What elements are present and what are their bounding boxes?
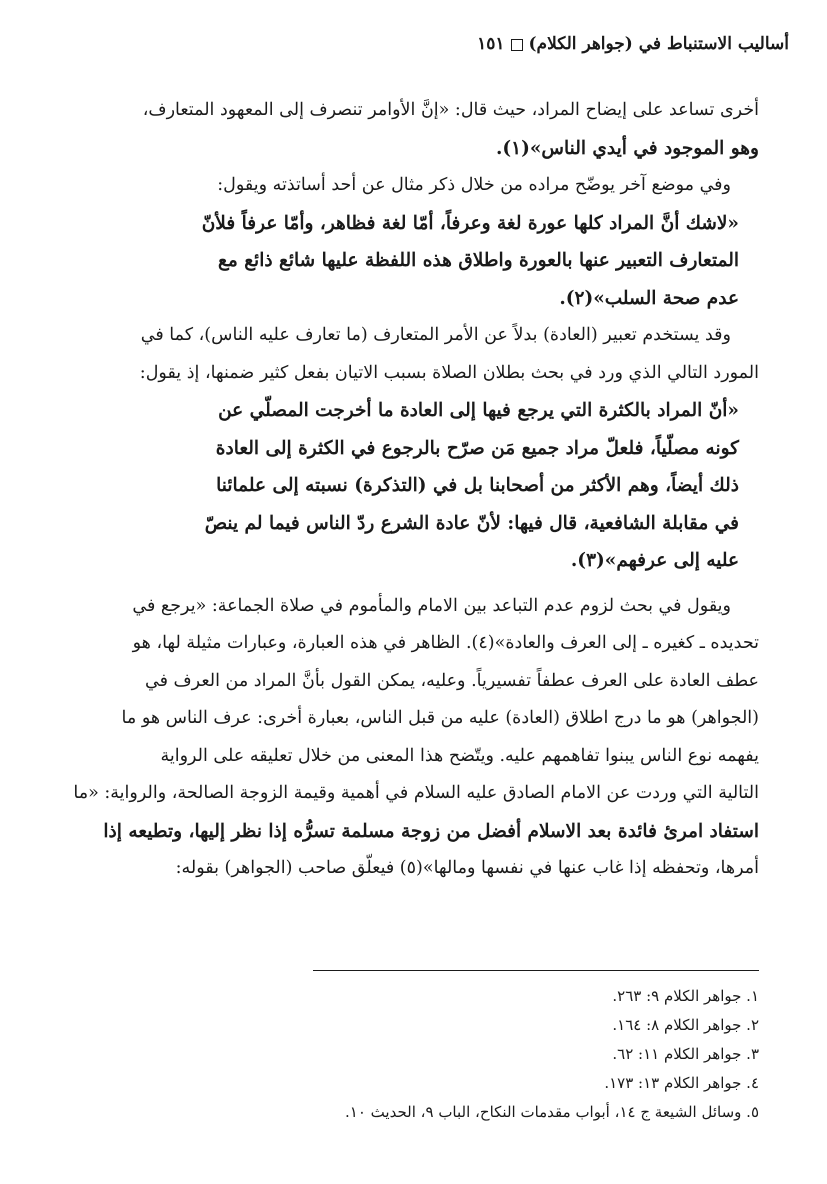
footnotes (345, 982, 759, 1127)
header-title: أساليب الاستنباط في (جواهر الكلام) (528, 34, 789, 54)
text-line: في مقابلة الشافعية، قال فيها: لأنّ عادة الشرع ردّ الناس فيما لم ينصّ (204, 512, 739, 534)
footnote: ٤. جواهر الكلام ١٣: ١٧٣. (604, 1074, 759, 1092)
footnote: ١. جواهر الكلام ٩: ٢٦٣. (612, 987, 759, 1005)
footnote: ٢. جواهر الكلام ٨: ١٦٤. (612, 1016, 759, 1034)
paragraph-gap (69, 580, 759, 588)
text-line: يفهمه نوع الناس يبنوا تفاهمهم عليه. ويتّضح هذا المعنى من خلال تعليقه على الرواية (160, 745, 759, 766)
footnote-rule (313, 970, 759, 971)
text-line: أمرها، وتحفظه إذا غاب عنها في نفسها ومالها»(٥) فيعلّق صاحب (الجواهر) بقوله: (175, 858, 759, 878)
text-line: تحديده ـ كغيره ـ إلى العرف والعادة»(٤). الظاهر في هذه العبارة، وعبارات مثيلة لها، هو (132, 633, 759, 653)
text-line: استفاد امرئ فائدة بعد الاسلام أفضل من زوجة مسلمة تسرُّه إذا نظر إليها، وتطيعه إذا (103, 820, 759, 842)
body-text (69, 92, 759, 888)
text-line: (الجواهر) هو ما درج اطلاق (العادة) عليه من قبل الناس، بعبارة أخرى: عرف الناس هو ما (121, 708, 759, 728)
text-line: كونه مصلّياً، فلعلّ مراد جميع مَن صرّح بالرجوع في الكثرة إلى العادة (215, 437, 739, 459)
text-line: التالية التي وردت عن الامام الصادق عليه السلام في أهمية وقيمة الزوجة الصالحة، والرواية: «ما (73, 783, 759, 803)
text-line: أخرى تساعد على إيضاح المراد، حيث قال: «إنَّ الأوامر تنصرف إلى المعهود المتعارف، (142, 100, 759, 120)
text-line: وفي موضع آخر يوضّح مراده من خلال ذكر مثال عن أحد أساتذته ويقول: (217, 175, 731, 195)
text-line: وقد يستخدم تعبير (العادة) بدلاً عن الأمر المتعارف (ما تعارف عليه الناس)، كما في (140, 325, 731, 345)
header-separator-box (511, 39, 523, 51)
text-line: عليه إلى عرفهم»(٣). (570, 550, 739, 571)
text-line: وهو الموجود في أيدي الناس»(١). (495, 137, 759, 159)
text-line: عطف العادة على العرف عطفاً تفسيرياً. وعليه، يمكن القول بأنَّ المراد من العرف في (145, 670, 759, 691)
footnote: ٥. وسائل الشيعة ج ١٤، أبواب مقدمات النكاح، الباب ٩، الحديث ١٠. (345, 1103, 759, 1121)
text-line: «لاشك أنَّ المراد كلها عورة لغة وعرفاً، أمّا لغة فظاهر، وأمّا عرفاً فلأنّ (201, 212, 739, 234)
text-line: ذلك أيضاً، وهم الأكثر من أصحابنا بل في (التذكرة) نسبته إلى علمائنا (216, 475, 739, 496)
running-header (477, 34, 789, 54)
text-line: المتعارف التعبير عنها بالعورة واطلاق هذه اللفظة عليها شائع ذائع مع (218, 250, 739, 271)
page-number: ١٥١ (477, 34, 505, 54)
text-line: «أنّ المراد بالكثرة التي يرجع فيها إلى العادة ما أخرجت المصلّي عن (218, 400, 739, 421)
text-line: المورد التالي الذي ورد في بحث بطلان الصلاة بسبب الاتيان بفعل كثير ضمنها، إذ يقول: (139, 362, 759, 383)
text-line: ويقول في بحث لزوم عدم التباعد بين الامام والمأموم في صلاة الجماعة: «يرجع في (132, 595, 731, 616)
footnote: ٣. جواهر الكلام ١١: ٦٢. (612, 1045, 759, 1063)
text-line: عدم صحة السلب»(٢). (559, 287, 739, 309)
